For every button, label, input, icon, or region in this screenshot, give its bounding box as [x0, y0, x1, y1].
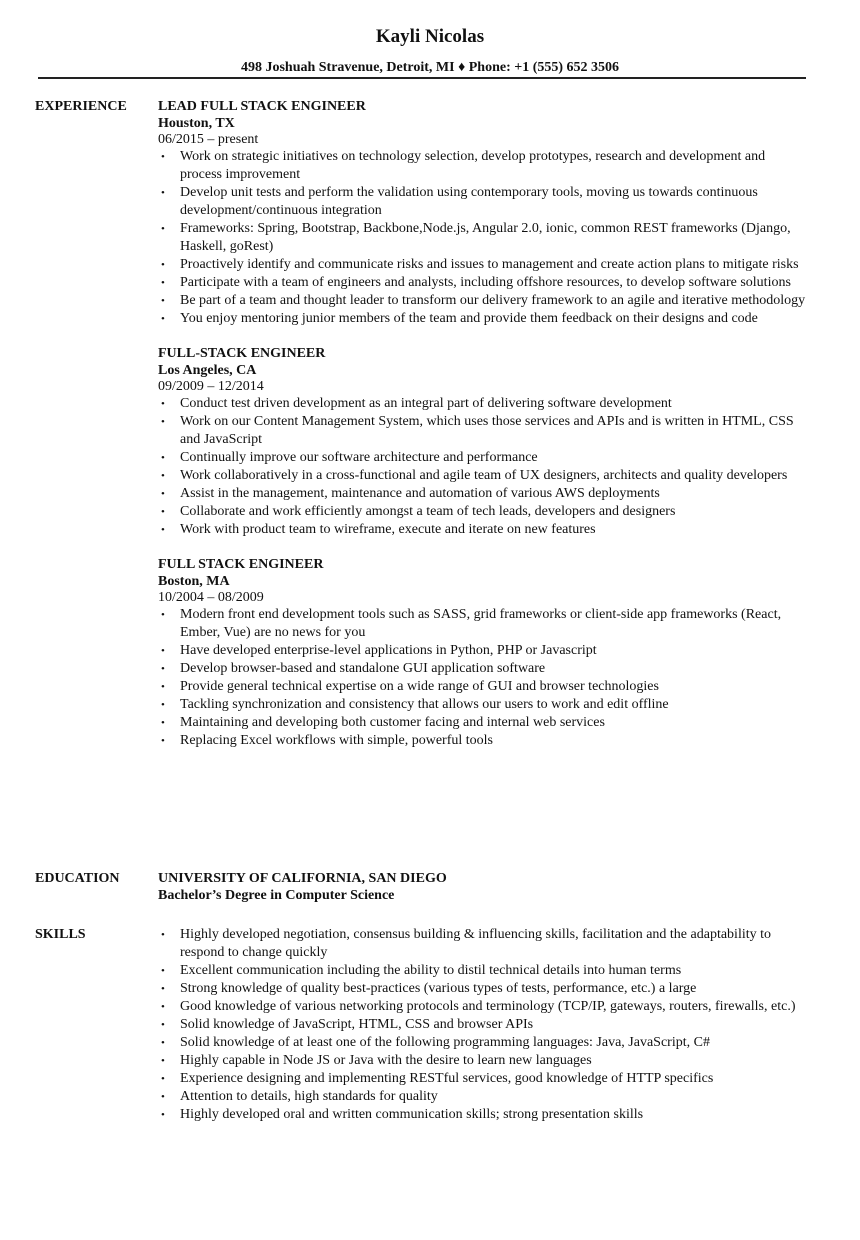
bullet-icon: • [161, 295, 165, 307]
bullet-item [158, 696, 808, 714]
bullet-icon: • [161, 223, 165, 235]
job-dates: 10/2004 – 08/2009 [158, 590, 264, 605]
job-entry [158, 556, 808, 750]
bullet-item [158, 467, 808, 485]
bullet-item [158, 678, 808, 696]
bullet-icon: • [161, 1019, 165, 1031]
bullet-text: Work collaboratively in a cross-functional and agile team of UX designers, architects and quality developers [180, 468, 788, 483]
bullet-text: Conduct test driven development as an integral part of delivering software development [180, 396, 672, 411]
bullet-icon: • [161, 488, 165, 500]
bullet-item [158, 1034, 808, 1052]
bullet-icon: • [161, 929, 165, 941]
bullet-text: Continually improve our software architecture and performance [180, 450, 538, 465]
bullet-item [158, 962, 808, 980]
job-location: Los Angeles, CA [158, 363, 257, 378]
bullet-icon: • [161, 151, 165, 163]
job-dates: 06/2015 – present [158, 132, 259, 147]
bullet-icon: • [161, 1055, 165, 1067]
bullet-item [158, 310, 808, 328]
bullet-text: Strong knowledge of quality best-practices (various types of tests, performance, etc.) a large [180, 981, 697, 996]
bullet-icon: • [161, 1037, 165, 1049]
bullet-item [158, 395, 808, 413]
bullet-icon: • [161, 645, 165, 657]
job-bullets [158, 395, 808, 539]
bullet-icon: • [161, 965, 165, 977]
experience-heading: EXPERIENCE [35, 99, 127, 114]
job-bullets [158, 606, 808, 750]
bullet-icon: • [161, 1091, 165, 1103]
bullet-item [158, 1052, 808, 1070]
bullet-text: Participate with a team of engineers and analysts, including offshore resources, to develop software solutions [180, 275, 791, 290]
education-body [158, 870, 808, 904]
degree-name: Bachelor’s Degree in Computer Science [158, 888, 395, 903]
bullet-item [158, 220, 808, 256]
bullet-icon: • [161, 277, 165, 289]
school-name: UNIVERSITY OF CALIFORNIA, SAN DIEGO [158, 871, 447, 886]
bullet-item [158, 998, 808, 1016]
bullet-icon: • [161, 663, 165, 675]
bullet-item [158, 1070, 808, 1088]
bullet-item [158, 521, 808, 539]
bullet-text: Develop unit tests and perform the validation using contemporary tools, moving us towards continuous development/continuous integration [180, 185, 758, 218]
bullet-text: Solid knowledge of at least one of the following programming languages: Java, JavaScript, C# [180, 1035, 710, 1050]
bullet-icon: • [161, 983, 165, 995]
bullet-item [158, 732, 808, 750]
skills-body [158, 926, 808, 1124]
job-title: LEAD FULL STACK ENGINEER [158, 99, 366, 114]
bullet-icon: • [161, 398, 165, 410]
bullet-icon: • [161, 313, 165, 325]
bullet-item [158, 980, 808, 998]
bullet-icon: • [161, 717, 165, 729]
bullet-text: Highly developed negotiation, consensus building & influencing skills, facilitation and the adaptability to respond to change quickly [180, 927, 772, 960]
bullet-text: Highly capable in Node JS or Java with the desire to learn new languages [180, 1053, 592, 1068]
bullet-icon: • [161, 452, 165, 464]
job-dates: 09/2009 – 12/2014 [158, 379, 264, 394]
bullet-item [158, 449, 808, 467]
job-title: FULL STACK ENGINEER [158, 557, 324, 572]
job-entry [158, 345, 808, 539]
bullet-item [158, 1088, 808, 1106]
bullet-item [158, 413, 808, 449]
bullet-text: Replacing Excel workflows with simple, powerful tools [180, 733, 493, 748]
bullet-item [158, 503, 808, 521]
bullet-icon: • [161, 1109, 165, 1121]
experience-body [158, 98, 808, 767]
bullet-icon: • [161, 1073, 165, 1085]
bullet-text: Excellent communication including the ability to distil technical details into human terms [180, 963, 682, 978]
bullet-item [158, 714, 808, 732]
bullet-item [158, 148, 808, 184]
bullet-icon: • [161, 609, 165, 621]
skills-bullets [158, 926, 808, 1124]
bullet-text: Develop browser-based and standalone GUI application software [180, 661, 546, 676]
job-title: FULL-STACK ENGINEER [158, 346, 326, 361]
bullet-item [158, 1016, 808, 1034]
bullet-icon: • [161, 681, 165, 693]
bullet-text: You enjoy mentoring junior members of the team and provide them feedback on their designs and code [180, 311, 758, 326]
bullet-item [158, 485, 808, 503]
bullet-text: Highly developed oral and written communication skills; strong presentation skills [180, 1107, 644, 1122]
bullet-item [158, 1106, 808, 1124]
bullet-text: Good knowledge of various networking protocols and terminology (TCP/IP, gateways, routers, firewalls, etc.) [180, 999, 796, 1014]
bullet-text: Work on our Content Management System, which uses those services and APIs and is written in HTML, CSS and JavaScript [180, 414, 794, 447]
bullet-text: Work on strategic initiatives on technology selection, develop prototypes, research and development and process improvement [180, 149, 766, 182]
bullet-text: Frameworks: Spring, Bootstrap, Backbone,Node.js, Angular 2.0, ionic, common REST frameworks (Django, Haskell, goRest) [180, 221, 791, 254]
bullet-text: Maintaining and developing both customer facing and internal web services [180, 715, 605, 730]
bullet-text: Tackling synchronization and consistency that allows our users to work and edit offline [180, 697, 669, 712]
candidate-name: Kayli Nicolas [375, 26, 485, 47]
bullet-icon: • [161, 524, 165, 536]
bullet-text: Work with product team to wireframe, execute and iterate on new features [180, 522, 596, 537]
education-heading: EDUCATION [35, 871, 120, 886]
bullet-icon: • [161, 416, 165, 428]
job-entry [158, 98, 808, 328]
bullet-item [158, 292, 808, 310]
job-location: Houston, TX [158, 116, 235, 131]
bullet-text: Experience designing and implementing RESTful services, good knowledge of HTTP specifics [180, 1071, 714, 1086]
bullet-icon: • [161, 470, 165, 482]
bullet-icon: • [161, 506, 165, 518]
bullet-icon: • [161, 1001, 165, 1013]
bullet-icon: • [161, 187, 165, 199]
bullet-item [158, 926, 808, 962]
bullet-text: Have developed enterprise-level applications in Python, PHP or Javascript [180, 643, 597, 658]
bullet-text: Modern front end development tools such as SASS, grid frameworks or client-side app frameworks (React, Ember, Vue) are no news for you [180, 607, 782, 640]
bullet-text: Solid knowledge of JavaScript, HTML, CSS and browser APIs [180, 1017, 534, 1032]
bullet-text: Proactively identify and communicate risks and issues to management and create action plans to mitigate risks [180, 257, 799, 272]
bullet-item [158, 606, 808, 642]
bullet-text: Be part of a team and thought leader to transform our delivery framework to an agile and iterative methodology [180, 293, 806, 308]
job-location: Boston, MA [158, 574, 230, 589]
bullet-item [158, 642, 808, 660]
bullet-text: Collaborate and work efficiently amongst a team of tech leads, developers and designers [180, 504, 676, 519]
bullet-item [158, 660, 808, 678]
bullet-text: Attention to details, high standards for quality [180, 1089, 438, 1104]
bullet-icon: • [161, 259, 165, 271]
contact-line: 498 Joshuah Stravenue, Detroit, MI ♦ Phone: +1 (555) 652 3506 [240, 60, 620, 75]
bullet-icon: • [161, 735, 165, 747]
bullet-item [158, 274, 808, 292]
bullet-item [158, 184, 808, 220]
job-bullets [158, 148, 808, 328]
header-divider [38, 77, 806, 79]
bullet-icon: • [161, 699, 165, 711]
bullet-text: Provide general technical expertise on a wide range of GUI and browser technologies [180, 679, 659, 694]
bullet-text: Assist in the management, maintenance and automation of various AWS deployments [180, 486, 660, 501]
bullet-item [158, 256, 808, 274]
skills-heading: SKILLS [35, 927, 86, 942]
